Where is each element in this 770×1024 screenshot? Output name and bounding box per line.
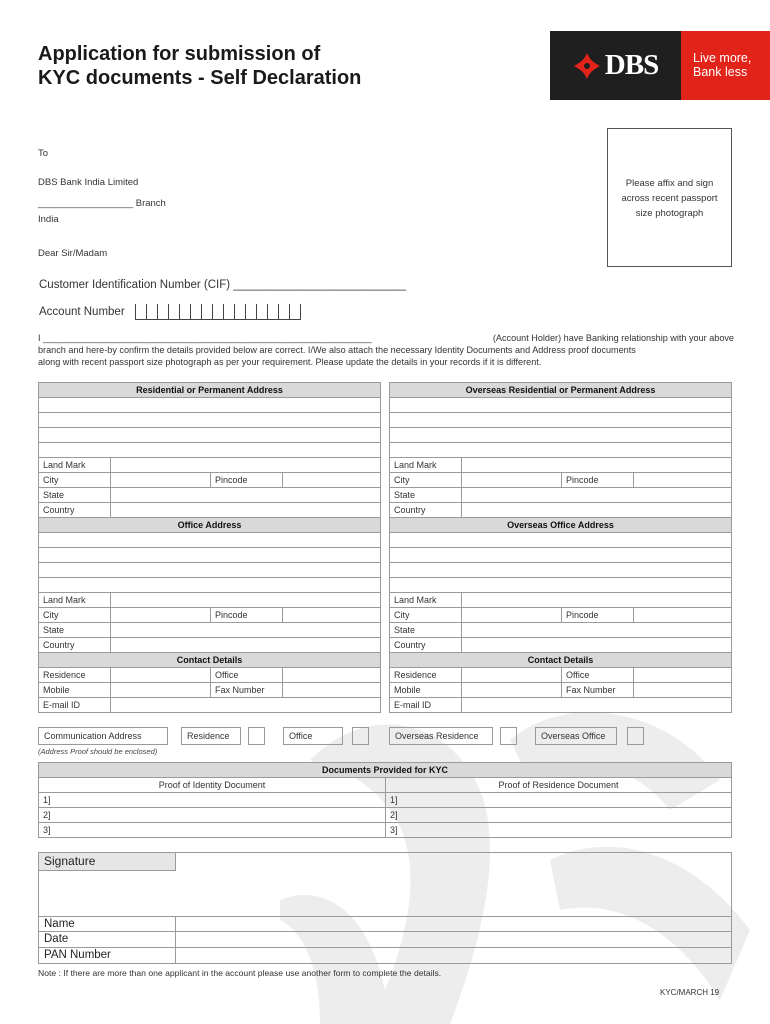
residence-doc-row[interactable]: 1] [386, 793, 732, 808]
option-overseas-residence-checkbox[interactable] [500, 727, 517, 745]
residence-doc-header: Proof of Residence Document [386, 778, 732, 793]
account-number-label: Account Number [39, 306, 125, 318]
address-line[interactable] [390, 533, 732, 548]
city-label: City [39, 608, 111, 623]
city-label: City [390, 473, 462, 488]
address-line[interactable] [39, 533, 381, 548]
date-field[interactable] [176, 932, 731, 947]
pincode-field[interactable] [283, 608, 381, 623]
signature-block [38, 852, 732, 964]
address-line[interactable] [39, 428, 381, 443]
land-mark-label: Land Mark [39, 458, 111, 473]
office-field[interactable] [283, 668, 381, 683]
email-field[interactable] [462, 698, 732, 713]
country-text: India [38, 214, 59, 225]
fax-label: Fax Number [211, 683, 283, 698]
to-label: To [38, 148, 49, 159]
pincode-field[interactable] [634, 608, 732, 623]
country-field[interactable] [111, 638, 381, 653]
title-line-2: KYC documents - Self Declaration [38, 67, 362, 89]
email-label: E-mail ID [39, 698, 111, 713]
declaration [38, 332, 734, 368]
bank-name: DBS Bank India Limited [38, 177, 139, 188]
section-contact: Contact Details [390, 653, 732, 668]
tagline-line-1: Live more, [693, 51, 752, 65]
tagline [681, 31, 770, 100]
residence-field[interactable] [111, 668, 211, 683]
photo-text-1: Please affix and sign [625, 178, 714, 189]
photo-text-2: across recent passport [621, 193, 718, 204]
documents-title: Documents Provided for KYC [39, 763, 732, 778]
state-field[interactable] [462, 488, 732, 503]
city-label: City [390, 608, 462, 623]
logo-mark [550, 31, 681, 100]
option-overseas-residence-label: Overseas Residence [389, 727, 493, 745]
form-code: KYC/MARCH 19 [660, 988, 720, 997]
pan-label: PAN Number [39, 948, 176, 963]
section-office: Office Address [39, 518, 381, 533]
email-field[interactable] [111, 698, 381, 713]
land-mark-field[interactable] [111, 458, 381, 473]
option-office-label: Office [283, 727, 343, 745]
salutation: Dear Sir/Madam [38, 248, 108, 259]
dbs-star-icon [573, 52, 601, 80]
date-label: Date [39, 932, 176, 947]
address-line[interactable] [39, 398, 381, 413]
pincode-field[interactable] [283, 473, 381, 488]
tagline-line-2: Bank less [693, 65, 748, 79]
pincode-label: Pincode [562, 608, 634, 623]
left-address-table [38, 382, 381, 713]
pan-field[interactable] [176, 948, 731, 963]
address-line[interactable] [39, 578, 381, 593]
pan-row [39, 948, 731, 963]
fax-field[interactable] [634, 683, 732, 698]
mobile-label: Mobile [390, 683, 462, 698]
signature-label: Signature [39, 853, 176, 871]
office-label: Office [211, 668, 283, 683]
land-mark-label: Land Mark [390, 458, 462, 473]
address-line[interactable] [390, 578, 732, 593]
address-line[interactable] [390, 563, 732, 578]
country-label: Country [390, 638, 462, 653]
country-field[interactable] [111, 503, 381, 518]
address-line[interactable] [390, 443, 732, 458]
name-field[interactable] [176, 917, 731, 931]
country-field[interactable] [462, 503, 732, 518]
name-row [39, 916, 731, 932]
dbs-logo [550, 31, 770, 100]
land-mark-field[interactable] [462, 458, 732, 473]
country-label: Country [39, 503, 111, 518]
footer-note: Note : If there are more than one applicant in the account please use another form to complete the details. [38, 968, 442, 978]
declaration-text-2: branch and here-by confirm the details provided below are correct. I/We also attach the necessary Identity Documents and Address proof documents [38, 345, 636, 355]
mobile-label: Mobile [39, 683, 111, 698]
residence-field[interactable] [462, 668, 562, 683]
section-overseas-office: Overseas Office Address [390, 518, 732, 533]
residence-label: Residence [390, 668, 462, 683]
photo-text-3: size photograph [635, 208, 704, 219]
identity-doc-row[interactable]: 2] [39, 808, 386, 823]
office-label: Office [562, 668, 634, 683]
fax-field[interactable] [283, 683, 381, 698]
city-field[interactable] [111, 608, 211, 623]
land-mark-label: Land Mark [390, 593, 462, 608]
section-residential: Residential or Permanent Address [39, 383, 381, 398]
city-field[interactable] [462, 473, 562, 488]
address-line[interactable] [39, 443, 381, 458]
option-overseas-office-checkbox[interactable] [627, 727, 644, 745]
country-field[interactable] [462, 638, 732, 653]
signature-area[interactable] [39, 871, 731, 916]
mobile-field[interactable] [462, 683, 562, 698]
country-label: Country [39, 638, 111, 653]
office-field[interactable] [634, 668, 732, 683]
identity-doc-row[interactable]: 3] [39, 823, 386, 838]
mobile-field[interactable] [111, 683, 211, 698]
pincode-label: Pincode [211, 608, 283, 623]
declaration-name-line[interactable]: I _________________________________________________________________ [38, 333, 372, 343]
name-label: Name [39, 917, 176, 931]
section-overseas-residential: Overseas Residential or Permanent Address [390, 383, 732, 398]
option-office-checkbox[interactable] [352, 727, 369, 745]
state-label: State [390, 488, 462, 503]
logo-text: DBS [604, 49, 659, 81]
option-residence-label: Residence [181, 727, 241, 745]
land-mark-label: Land Mark [39, 593, 111, 608]
state-field[interactable] [111, 623, 381, 638]
account-number-field[interactable] [39, 304, 301, 320]
state-label: State [390, 623, 462, 638]
page-title [38, 42, 361, 90]
identity-doc-header: Proof of Identity Document [39, 778, 386, 793]
residence-doc-row[interactable]: 2] [386, 808, 732, 823]
branch-field[interactable]: __________________ Branch [38, 198, 166, 209]
identity-doc-row[interactable]: 1] [39, 793, 386, 808]
city-field[interactable] [111, 473, 211, 488]
section-contact: Contact Details [39, 653, 381, 668]
residence-doc-row[interactable]: 3] [386, 823, 732, 838]
pincode-label: Pincode [211, 473, 283, 488]
land-mark-field[interactable] [111, 593, 381, 608]
account-number-boxes[interactable] [135, 304, 301, 320]
title-line-1: Application for submission of [38, 43, 321, 65]
option-overseas-office-label: Overseas Office [535, 727, 617, 745]
address-line[interactable] [39, 548, 381, 563]
email-label: E-mail ID [390, 698, 462, 713]
option-residence-checkbox[interactable] [248, 727, 265, 745]
cif-field[interactable]: Customer Identification Number (CIF) ___________________________ [39, 279, 406, 291]
address-line[interactable] [39, 413, 381, 428]
pincode-field[interactable] [634, 473, 732, 488]
state-label: State [39, 623, 111, 638]
fax-label: Fax Number [562, 683, 634, 698]
date-row [39, 932, 731, 948]
address-line[interactable] [390, 398, 732, 413]
state-field[interactable] [462, 623, 732, 638]
city-label: City [39, 473, 111, 488]
pincode-label: Pincode [562, 473, 634, 488]
address-line[interactable] [390, 413, 732, 428]
address-proof-note: (Address Proof should be enclosed) [38, 747, 158, 756]
residence-label: Residence [39, 668, 111, 683]
photo-box[interactable] [607, 128, 732, 267]
declaration-text-1: (Account Holder) have Banking relationship with your above [492, 333, 734, 343]
land-mark-field[interactable] [462, 593, 732, 608]
state-field[interactable] [111, 488, 381, 503]
address-line[interactable] [390, 548, 732, 563]
state-label: State [39, 488, 111, 503]
documents-table [38, 762, 732, 838]
city-field[interactable] [462, 608, 562, 623]
address-line[interactable] [39, 563, 381, 578]
country-label: Country [390, 503, 462, 518]
address-line[interactable] [390, 428, 732, 443]
right-address-table [389, 382, 732, 713]
declaration-text-3: along with recent passport size photograph as per your requirement. Please update the details in your records if it is different. [38, 357, 542, 367]
communication-address-label: Communication Address [38, 727, 168, 745]
